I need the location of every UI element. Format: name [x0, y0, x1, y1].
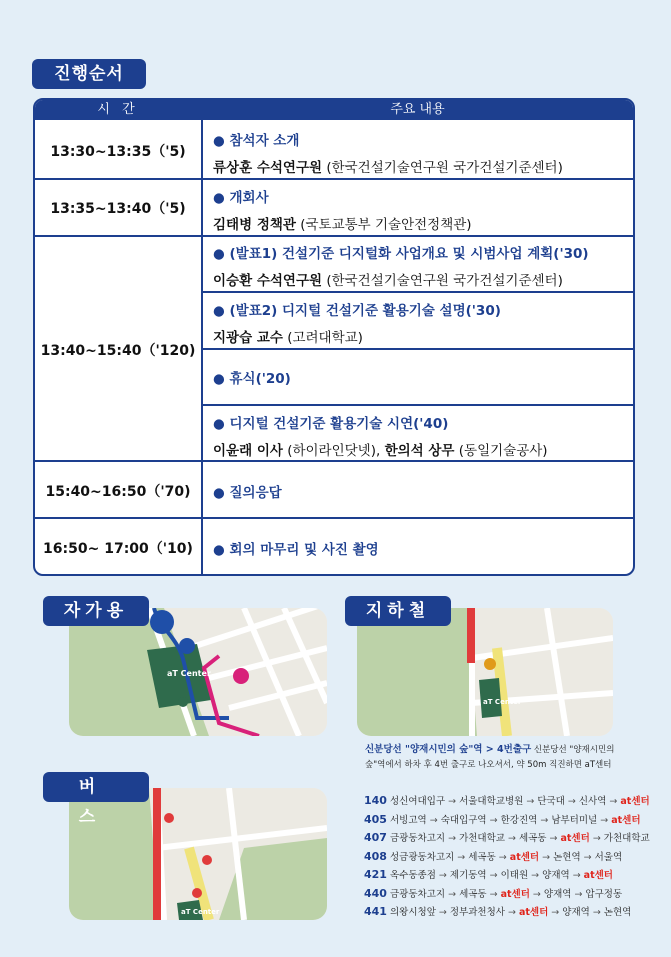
- bus-stop: 숙대입구역: [440, 814, 487, 826]
- bus-stop: 서빙고역: [390, 814, 427, 826]
- bus-route-row: 408 성금광동차고지 → 세곡동 → at센터 → 논현역 → 서울역: [364, 848, 654, 867]
- bus-stop: 성신여대입구: [390, 796, 446, 807]
- bus-number: 440: [364, 886, 387, 900]
- col-time-header: 시 간: [97, 102, 139, 117]
- map-center-label: aT Center: [483, 698, 522, 706]
- bus-route-row: 405 서빙고역 → 숙대입구역 → 한강진역 → 남부터미널 → at센터: [364, 811, 654, 830]
- bus-number: 140: [364, 794, 387, 807]
- program-item: ● 디지털 건설기준 활용기술 시연('40) 이윤래 이사 (하이라인닷넷), 한의석 상무 (동일기술공사): [213, 412, 625, 459]
- bus-stop: at센터: [583, 870, 613, 881]
- table-header: [35, 100, 633, 120]
- subway-description: 신분당선 "양재시민의 숲"역 > 4번출구 신분당선 "양재시민의 숲"역에서 하차 후 4번 출구로 나오셔서, 약 50m 직진하면 aT센터: [365, 744, 615, 770]
- bus-stop: 금광동차고지: [390, 888, 446, 900]
- car-heading: 자가용: [43, 596, 149, 626]
- bus-stop: 남부터미널: [551, 814, 598, 826]
- bus-route-row: 440 금광동차고지 → 세곡동 → at센터 → 양재역 → 압구정동: [364, 885, 654, 904]
- bus-route-row: 140 성신여대입구 → 서울대학교병원 → 단국대 → 신사역 → at센터: [364, 792, 654, 811]
- bus-stop: 가천대학교: [603, 833, 650, 844]
- bus-stop: 제기동역: [449, 870, 487, 881]
- bus-stop: 양재역: [543, 888, 572, 900]
- program-item: ● 휴식('20): [213, 367, 625, 387]
- subway-heading: 지하철: [345, 596, 451, 626]
- bus-stop: at센터: [620, 796, 650, 807]
- bus-stop: at센터: [518, 907, 549, 918]
- bus-stop: 세곡동: [468, 851, 496, 863]
- bus-stop: 신사역: [578, 796, 607, 807]
- bus-stop: 논현역: [603, 907, 632, 918]
- bus-stop: 논현역: [553, 851, 581, 863]
- bus-stop: 양재역: [562, 907, 590, 918]
- bus-stop: 서울대학교병원: [459, 796, 524, 807]
- bus-number: 441: [364, 905, 387, 918]
- bus-stop: at센터: [509, 851, 540, 863]
- bus-stop: 한강진역: [500, 814, 538, 826]
- program-item: ● 개회사 김태병 정책관 (국토교통부 기술안전정책관): [213, 186, 625, 233]
- program-item: ● (발표1) 건설기준 디지털화 사업개요 및 시범사업 계획('30) 이승환 수석연구원 (한국건설기술연구원 국가건설기준센터): [213, 242, 625, 289]
- bus-stop: at센터: [560, 833, 590, 844]
- map-center-label: aT Center: [167, 669, 211, 678]
- bus-stop: 가천대학교: [459, 833, 505, 844]
- time-cell: 13:35~13:40（'5): [50, 201, 186, 217]
- bus-number: 405: [364, 812, 387, 826]
- bus-stop: 단국대: [537, 796, 565, 807]
- bus-stop: 의왕시청앞: [390, 907, 436, 918]
- subway-map: [357, 608, 613, 736]
- col-content-header: 주요 내용: [390, 102, 445, 117]
- bus-stop: 양재역: [542, 870, 570, 881]
- bus-stop: at센터: [500, 888, 530, 900]
- bus-stop: 정부과천청사: [449, 907, 505, 918]
- bus-stop: 성금광동차고지: [390, 851, 455, 863]
- time-cell: 13:40~15:40（'120): [40, 343, 196, 359]
- bus-route-row: 407 금광동차고지 → 가천대학교 → 세곡동 → at센터 → 가천대학교: [364, 829, 654, 848]
- bus-stop: 금광동차고지: [390, 833, 446, 844]
- bus-route-list: [364, 792, 654, 922]
- schedule-heading: 진행순서: [32, 59, 146, 89]
- program-item: ● 참석자 소개 류상훈 수석연구원 (한국건설기술연구원 국가건설기준센터): [213, 129, 625, 176]
- program-item: ● (발표2) 디지털 건설기준 활용기술 설명('30) 지광습 교수 (고려대학교): [213, 299, 625, 346]
- bus-stop: 서울역: [594, 851, 623, 863]
- map-center-label: aT Center: [181, 908, 220, 916]
- bus-route-row: 421 옥수동종점 → 제기동역 → 이태원 → 양재역 → at센터: [364, 866, 654, 885]
- program-item: ● 질의응답: [213, 481, 625, 501]
- bus-route-row: 441 의왕시청앞 → 정부과천청사 → at센터 → 양재역 → 논현역: [364, 903, 654, 922]
- bus-stop: 압구정동: [585, 888, 623, 900]
- time-cell: 15:40~16:50（'70): [45, 484, 191, 500]
- program-item: ● 회의 마무리 및 사진 촬영: [213, 538, 625, 558]
- schedule-table: [33, 98, 635, 576]
- time-cell: 16:50~ 17:00（'10): [43, 541, 193, 557]
- time-cell: 13:30~13:35（'5): [50, 144, 186, 160]
- bus-number: 407: [364, 831, 387, 844]
- bus-stop: 이태원: [500, 870, 529, 881]
- bus-stop: 세곡동: [518, 833, 547, 844]
- bus-number: 421: [364, 868, 387, 881]
- car-map: [69, 608, 327, 736]
- bus-stop: 세곡동: [459, 888, 487, 900]
- bus-stop: at센터: [611, 814, 641, 826]
- bus-number: 408: [364, 849, 387, 863]
- bus-heading: 버 스: [43, 772, 149, 802]
- bus-stop: 옥수동종점: [390, 870, 436, 881]
